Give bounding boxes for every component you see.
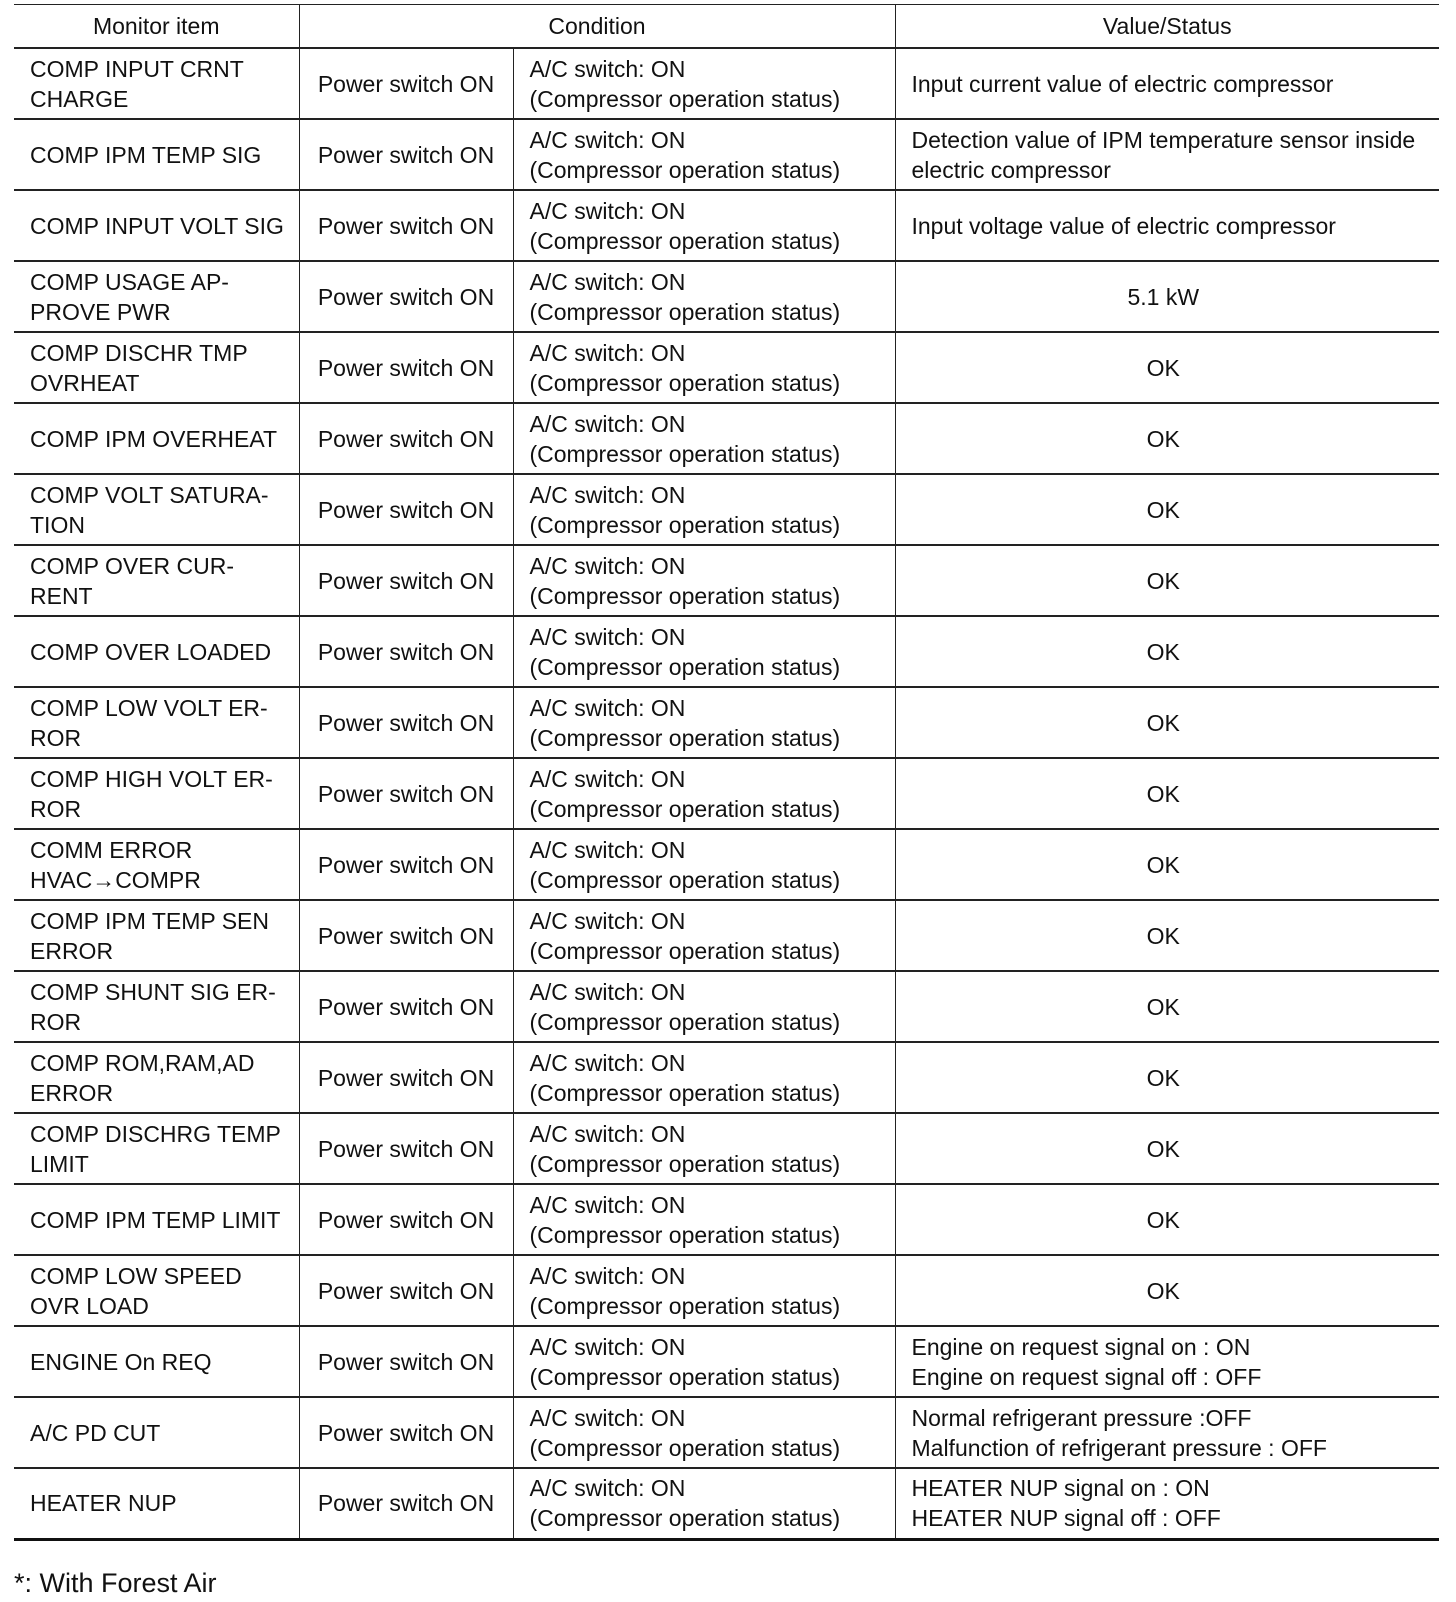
table-row xyxy=(14,1113,1439,1184)
table-row xyxy=(14,261,1439,332)
value-status-cell: OK xyxy=(895,332,1439,403)
table-row xyxy=(14,1326,1439,1397)
value-status-cell: OK xyxy=(895,829,1439,900)
monitor-item-cell: COMP DISCHRG TEMP LIMIT xyxy=(14,1113,299,1184)
monitor-item-cell: COMP LOW SPEED OVR LOAD xyxy=(14,1255,299,1326)
condition-power-cell: Power switch ON xyxy=(299,900,513,971)
monitor-item-cell: COMP OVER CUR- RENT xyxy=(14,545,299,616)
table-row xyxy=(14,900,1439,971)
table-row xyxy=(14,48,1439,119)
monitor-item-cell: COMP IPM OVERHEAT xyxy=(14,403,299,474)
condition-power-cell: Power switch ON xyxy=(299,829,513,900)
monitor-item-cell: COMP IPM TEMP SIG xyxy=(14,119,299,190)
table-row xyxy=(14,190,1439,261)
condition-power-cell: Power switch ON xyxy=(299,1184,513,1255)
condition-ac-cell: A/C switch: ON (Compressor operation status) xyxy=(513,971,895,1042)
condition-ac-cell: A/C switch: ON (Compressor operation status) xyxy=(513,1042,895,1113)
condition-ac-cell: A/C switch: ON (Compressor operation status) xyxy=(513,474,895,545)
table-row xyxy=(14,616,1439,687)
monitor-item-cell: COMP ROM,RAM,AD ERROR xyxy=(14,1042,299,1113)
condition-power-cell: Power switch ON xyxy=(299,332,513,403)
monitor-item-cell: COMP USAGE AP- PROVE PWR xyxy=(14,261,299,332)
monitor-item-table xyxy=(14,4,1439,1541)
table-row xyxy=(14,119,1439,190)
condition-power-cell: Power switch ON xyxy=(299,48,513,119)
value-status-cell: OK xyxy=(895,403,1439,474)
value-status-cell: Input current value of electric compressor xyxy=(895,48,1439,119)
condition-ac-cell: A/C switch: ON (Compressor operation status) xyxy=(513,1184,895,1255)
monitor-item-cell: COMP DISCHR TMP OVRHEAT xyxy=(14,332,299,403)
value-status-cell: Input voltage value of electric compressor xyxy=(895,190,1439,261)
monitor-item-cell: COMP VOLT SATURA- TION xyxy=(14,474,299,545)
condition-power-cell: Power switch ON xyxy=(299,190,513,261)
table-row xyxy=(14,474,1439,545)
monitor-item-cell: COMP SHUNT SIG ER- ROR xyxy=(14,971,299,1042)
condition-ac-cell: A/C switch: ON (Compressor operation status) xyxy=(513,545,895,616)
table-row xyxy=(14,829,1439,900)
condition-ac-cell: A/C switch: ON (Compressor operation status) xyxy=(513,1326,895,1397)
condition-power-cell: Power switch ON xyxy=(299,1326,513,1397)
header-condition: Condition xyxy=(299,5,895,49)
value-status-cell: OK xyxy=(895,474,1439,545)
value-status-cell: OK xyxy=(895,1255,1439,1326)
condition-ac-cell: A/C switch: ON (Compressor operation status) xyxy=(513,900,895,971)
table-row xyxy=(14,332,1439,403)
condition-power-cell: Power switch ON xyxy=(299,119,513,190)
condition-ac-cell: A/C switch: ON (Compressor operation status) xyxy=(513,403,895,474)
value-status-cell: HEATER NUP signal on : ON HEATER NUP signal off : OFF xyxy=(895,1468,1439,1539)
condition-ac-cell: A/C switch: ON (Compressor operation status) xyxy=(513,1397,895,1468)
table-row xyxy=(14,687,1439,758)
condition-power-cell: Power switch ON xyxy=(299,616,513,687)
condition-ac-cell: A/C switch: ON (Compressor operation status) xyxy=(513,616,895,687)
header-monitor-item: Monitor item xyxy=(14,5,299,49)
monitor-item-cell: HEATER NUP xyxy=(14,1468,299,1539)
condition-ac-cell: A/C switch: ON (Compressor operation status) xyxy=(513,829,895,900)
condition-power-cell: Power switch ON xyxy=(299,1042,513,1113)
value-status-cell: OK xyxy=(895,900,1439,971)
condition-power-cell: Power switch ON xyxy=(299,1468,513,1539)
table-row xyxy=(14,1184,1439,1255)
monitor-item-cell: COMP HIGH VOLT ER- ROR xyxy=(14,758,299,829)
table-row xyxy=(14,1397,1439,1468)
value-status-cell: OK xyxy=(895,545,1439,616)
value-status-cell: OK xyxy=(895,971,1439,1042)
monitor-item-cell: COMP INPUT VOLT SIG xyxy=(14,190,299,261)
table-header-row xyxy=(14,5,1439,49)
monitor-item-cell: COMM ERROR HVAC→COMPR xyxy=(14,829,299,900)
condition-ac-cell: A/C switch: ON (Compressor operation status) xyxy=(513,332,895,403)
footnote: *: With Forest Air xyxy=(14,1568,217,1598)
condition-ac-cell: A/C switch: ON (Compressor operation status) xyxy=(513,48,895,119)
value-status-cell: Engine on request signal on : ON Engine on request signal off : OFF xyxy=(895,1326,1439,1397)
value-status-cell: Detection value of IPM temperature sensor inside electric compressor xyxy=(895,119,1439,190)
table-row xyxy=(14,971,1439,1042)
value-status-cell: OK xyxy=(895,687,1439,758)
condition-ac-cell: A/C switch: ON (Compressor operation status) xyxy=(513,1468,895,1539)
value-status-cell: OK xyxy=(895,1113,1439,1184)
monitor-item-cell: COMP IPM TEMP SEN ERROR xyxy=(14,900,299,971)
monitor-item-cell: A/C PD CUT xyxy=(14,1397,299,1468)
table-row xyxy=(14,1255,1439,1326)
condition-power-cell: Power switch ON xyxy=(299,474,513,545)
value-status-cell: OK xyxy=(895,1042,1439,1113)
condition-power-cell: Power switch ON xyxy=(299,261,513,332)
header-value-status: Value/Status xyxy=(895,5,1439,49)
monitor-item-cell: COMP OVER LOADED xyxy=(14,616,299,687)
value-status-cell: OK xyxy=(895,1184,1439,1255)
condition-power-cell: Power switch ON xyxy=(299,1397,513,1468)
condition-ac-cell: A/C switch: ON (Compressor operation status) xyxy=(513,687,895,758)
condition-ac-cell: A/C switch: ON (Compressor operation status) xyxy=(513,1113,895,1184)
table-row xyxy=(14,403,1439,474)
monitor-item-cell: COMP IPM TEMP LIMIT xyxy=(14,1184,299,1255)
value-status-cell: Normal refrigerant pressure :OFF Malfunction of refrigerant pressure : OFF xyxy=(895,1397,1439,1468)
condition-power-cell: Power switch ON xyxy=(299,971,513,1042)
monitor-item-cell: ENGINE On REQ xyxy=(14,1326,299,1397)
condition-power-cell: Power switch ON xyxy=(299,1255,513,1326)
table-row xyxy=(14,545,1439,616)
condition-power-cell: Power switch ON xyxy=(299,1113,513,1184)
value-status-cell: 5.1 kW xyxy=(895,261,1439,332)
condition-power-cell: Power switch ON xyxy=(299,758,513,829)
table-row xyxy=(14,1042,1439,1113)
monitor-item-cell: COMP LOW VOLT ER- ROR xyxy=(14,687,299,758)
condition-power-cell: Power switch ON xyxy=(299,545,513,616)
monitor-item-cell: COMP INPUT CRNT CHARGE xyxy=(14,48,299,119)
table-body xyxy=(14,48,1439,1539)
table-row xyxy=(14,1468,1439,1539)
value-status-cell: OK xyxy=(895,758,1439,829)
condition-ac-cell: A/C switch: ON (Compressor operation status) xyxy=(513,119,895,190)
condition-ac-cell: A/C switch: ON (Compressor operation status) xyxy=(513,758,895,829)
condition-ac-cell: A/C switch: ON (Compressor operation status) xyxy=(513,1255,895,1326)
condition-ac-cell: A/C switch: ON (Compressor operation status) xyxy=(513,190,895,261)
condition-power-cell: Power switch ON xyxy=(299,687,513,758)
condition-power-cell: Power switch ON xyxy=(299,403,513,474)
table-row xyxy=(14,758,1439,829)
condition-ac-cell: A/C switch: ON (Compressor operation status) xyxy=(513,261,895,332)
value-status-cell: OK xyxy=(895,616,1439,687)
